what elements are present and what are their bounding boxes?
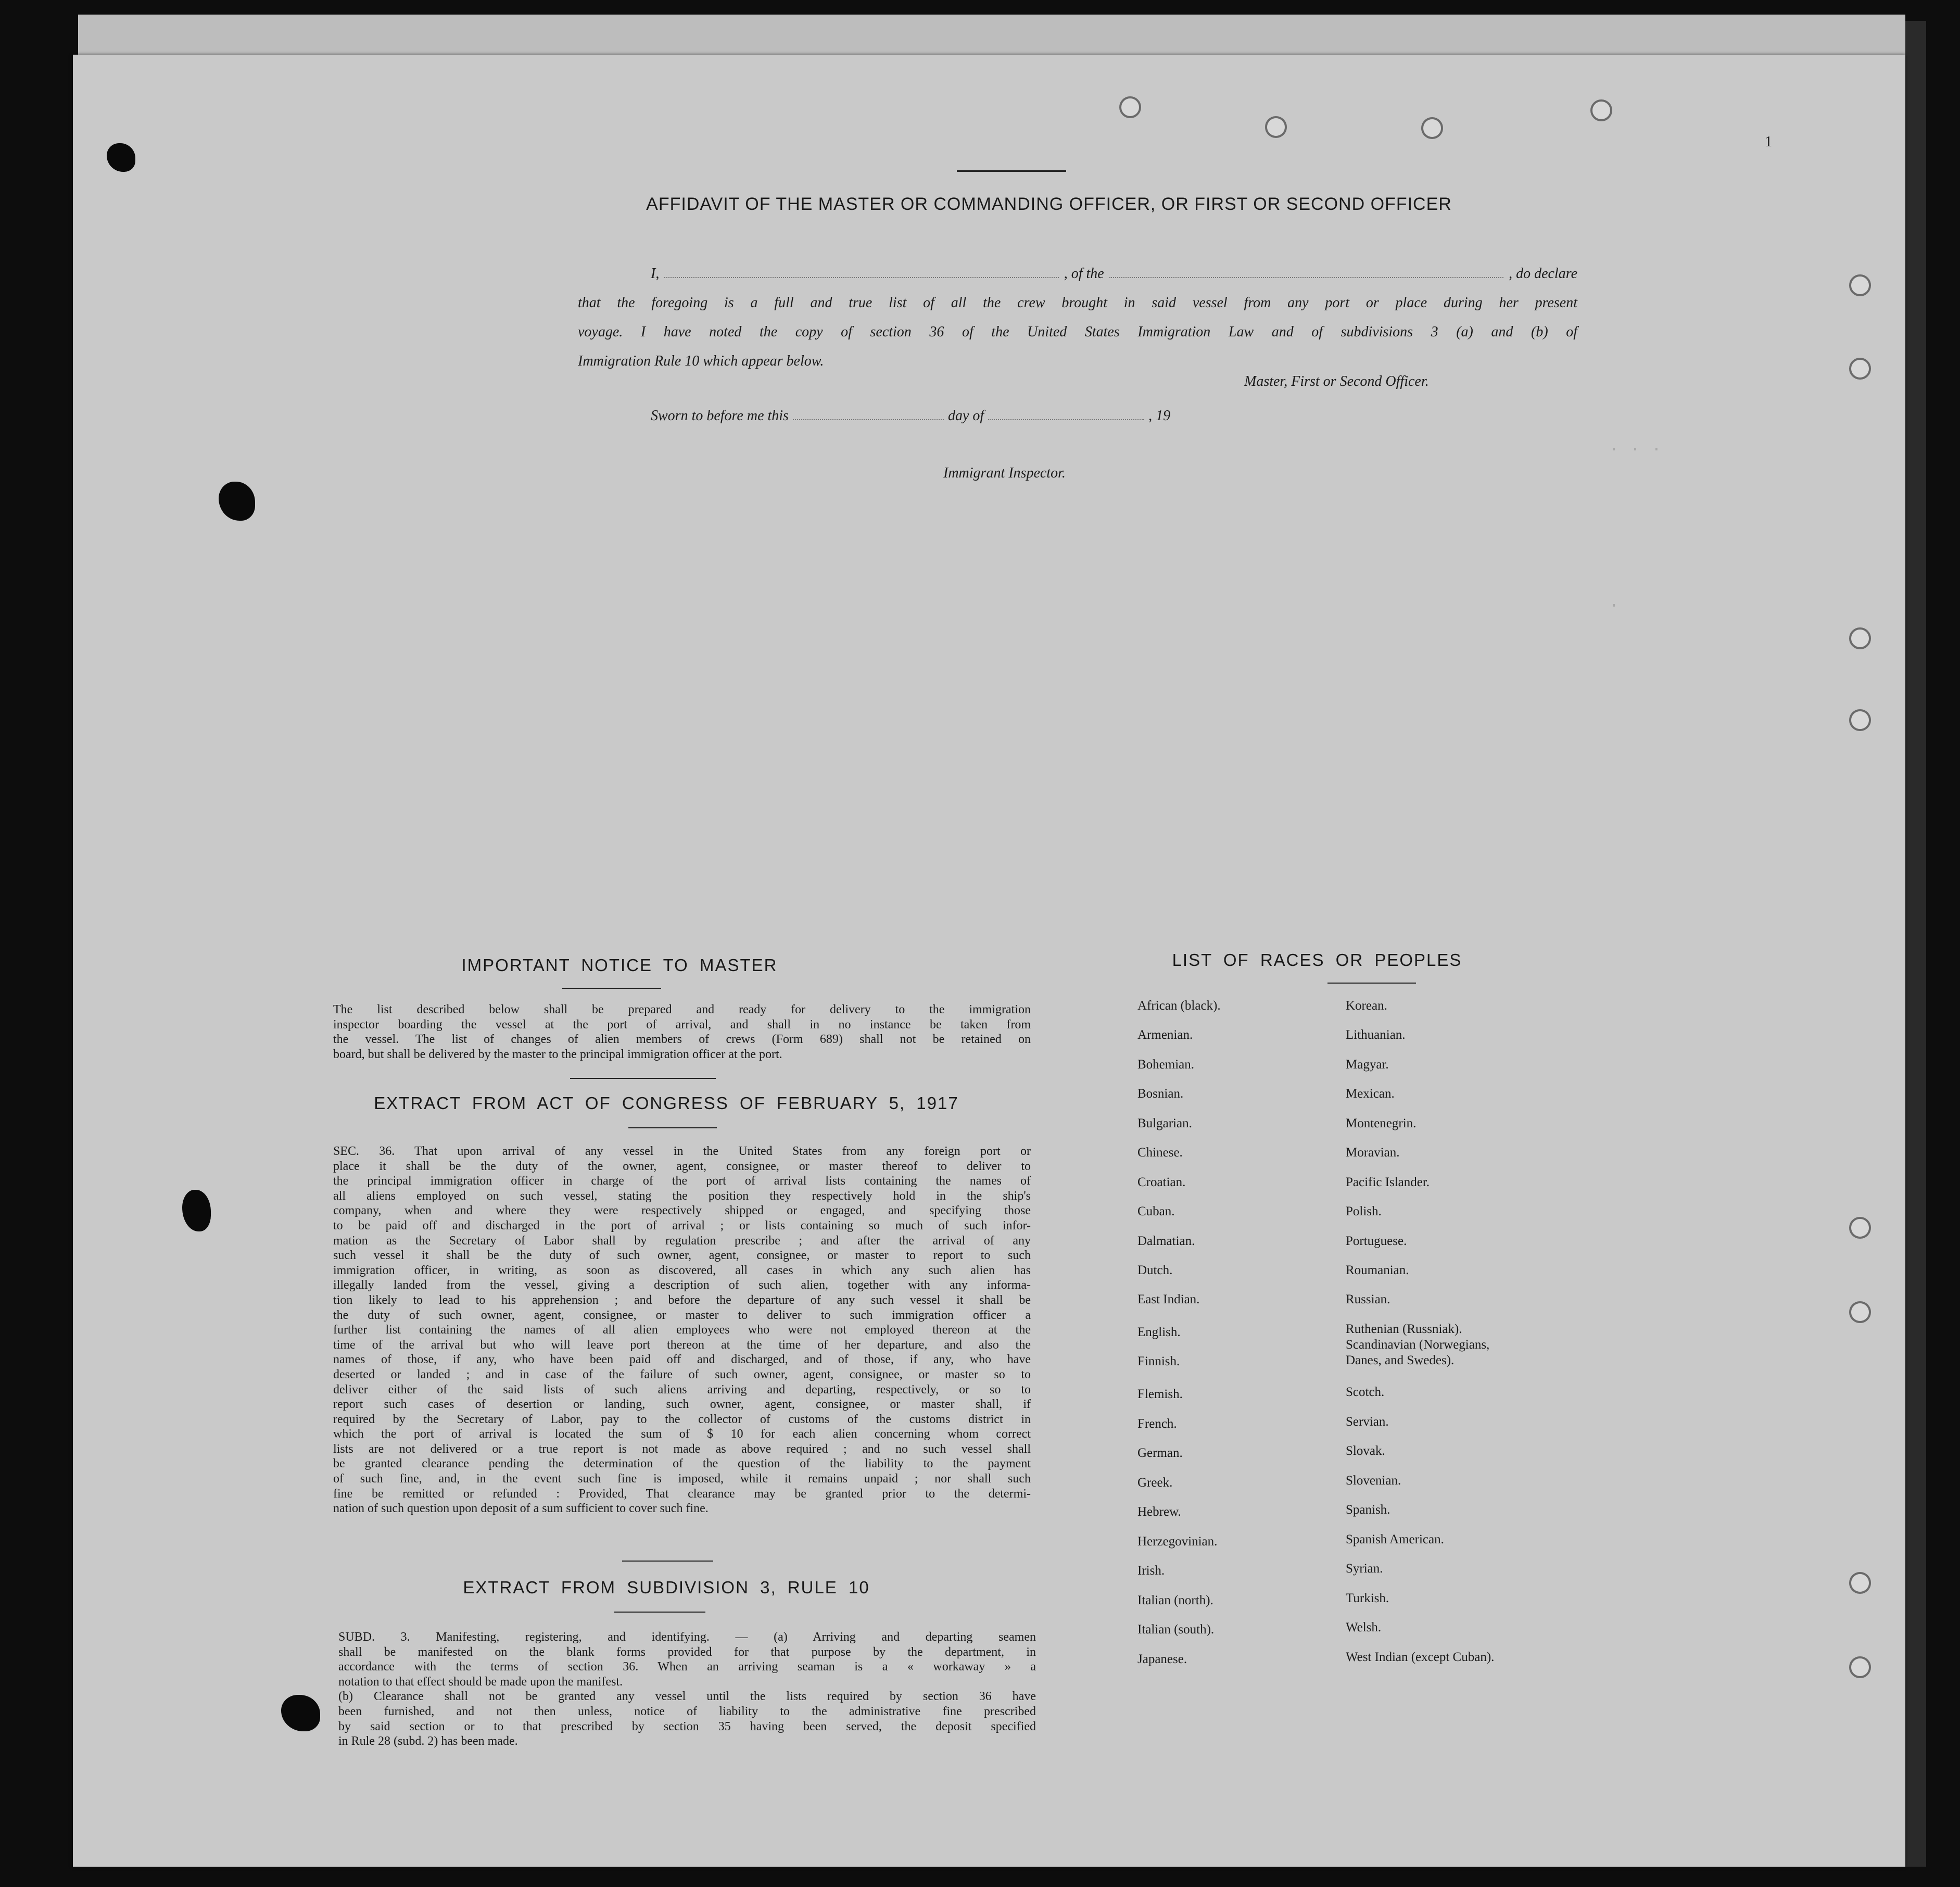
sworn-month-blank[interactable] [988,410,1144,420]
act-line: mation as the Secretary of Labor shall by regulation prescribe ; and after the arrival of any [333,1234,1031,1248]
declaration-text-2: voyage. I have noted the copy of section 36 of the United States Immigration Law and of subdivisions 3 (a) and (b) of [578,324,1577,340]
page-mark: 1 [1765,134,1772,150]
act-line: nation of such question upon deposit of a sum sufficient to cover such fine. [333,1502,709,1516]
race-item: Dalmatian. [1137,1234,1195,1248]
race-item: Cuban. [1137,1204,1175,1218]
act-line: further list containing the names of all alien employees who were not employed thereon at the [333,1323,1031,1337]
act-line: all aliens employed on such vessel, stating the position they respectively hold in the ship's [333,1189,1031,1203]
punch-hole [1590,99,1612,121]
act-line: to be paid off and discharged in the port of arrival ; or lists containing so much of such infor- [333,1218,1031,1232]
declaration-of-the: , of the [1064,266,1104,282]
master-signature-label: Master, First or Second Officer. [1244,373,1429,389]
vessel-blank[interactable] [1109,267,1503,278]
punch-hole [1849,1656,1871,1678]
races-underline [1327,983,1416,984]
notice-line: the vessel. The list of changes of alien members of crews (Form 689) shall not be retained on [333,1033,1031,1047]
race-item: Herzegovinian. [1137,1534,1218,1549]
punch-hole [1849,274,1871,296]
ink-blot [281,1695,320,1731]
rule-line: by said section or to that prescribed by section 35 having been served, the deposit specified [338,1719,1036,1733]
sworn-prefix: Sworn to before me this [651,408,789,424]
race-item: Portuguese. [1346,1234,1407,1248]
act-line: time of the arrival but who will leave port thereon at the time of her departure, and also the [333,1338,1031,1352]
act-line: the duty of such owner, agent, consignee, or master to deliver to such immigration officer a [333,1308,1031,1322]
race-item: Ruthenian (Russniak). [1346,1322,1462,1336]
race-item: Moravian. [1346,1146,1400,1160]
act-line: required by the Secretary of Labor, pay to the collector of customs of the customs district in [333,1412,1031,1426]
punch-hole [1849,709,1871,731]
race-item: Bosnian. [1137,1087,1184,1101]
race-item: African (black). [1137,999,1221,1013]
declaration-i: I, [651,266,660,282]
declaration-text-3: Immigration Rule 10 which appear below. [578,353,824,369]
sworn-day-of: day of [947,408,984,424]
rule-line: (b) Clearance shall not be granted any vessel until the lists required by section 36 have [338,1690,1036,1704]
punch-hole [1849,1301,1871,1323]
binder-edge [1905,21,1926,1867]
punch-hole [1849,1572,1871,1594]
race-item: West Indian (except Cuban). [1346,1650,1495,1664]
notice-line: board, but shall be delivered by the master to the principal immigration officer at the port. [333,1047,782,1061]
race-item: Finnish. [1137,1354,1180,1368]
race-item: Welsh. [1346,1620,1382,1634]
race-item: French. [1137,1417,1177,1431]
race-item: Chinese. [1137,1146,1183,1160]
act-line: the principal immigration officer in charge of the port of arrival lists containing the names of [333,1174,1031,1188]
race-item: Polish. [1346,1204,1382,1218]
act-line: deliver either of the said lists of such aliens arriving and departing, respectively, or so to [333,1382,1031,1397]
act-line: which the port of arrival is located the sum of $ 10 for each alien concerning whom correct [333,1427,1031,1441]
affidavit-title: AFFIDAVIT OF THE MASTER OR COMMANDING OFFICER, OR FIRST OR SECOND OFFICER [646,194,1452,214]
race-item: Montenegrin. [1346,1116,1417,1130]
act-line: fine be remitted or refunded : Provided, That clearance may be granted prior to the determi- [333,1487,1031,1501]
act-line: lists are not delivered or a true report is not made as above required ; and no such vessel shall [333,1442,1031,1456]
race-item: Japanese. [1137,1652,1187,1666]
act-line: place it shall be the duty of the owner, agent, consignee, or master thereof to deliver to [333,1159,1031,1173]
rule-line: accordance with the terms of section 36. When an arriving seaman is a « workaway » a [338,1660,1036,1674]
act-line: such vessel it shall be the duty of such owner, agent, consignee, or master to report to such [333,1249,1031,1263]
race-item: Magyar. [1346,1058,1389,1072]
act-line: company, when and where they were respectively shipped or engaged, and specifying those [333,1204,1031,1218]
race-item: Roumanian. [1346,1263,1409,1277]
name-blank[interactable] [664,267,1058,278]
declaration-text-1: that the foregoing is a full and true list of all the crew brought in said vessel from any port or place during her present [578,295,1577,311]
punch-hole [1421,117,1443,139]
punch-hole [1119,96,1141,118]
race-item: Pacific Islander. [1346,1175,1430,1189]
race-item: Scotch. [1346,1385,1385,1399]
act-line: illegally landed from the vessel, giving a description of such alien, together with any informa- [333,1278,1031,1292]
act-line: names of those, if any, who have been paid off and discharged, and of those, if any, who have [333,1353,1031,1367]
act-line: immigration officer, in writing, as soon as discovered, all cases in which any such alien has [333,1263,1031,1277]
rule-underline [614,1612,705,1613]
race-item: Spanish American. [1346,1532,1444,1546]
rule-line: in Rule 28 (subd. 2) has been made. [338,1734,518,1748]
race-item: Dutch. [1137,1263,1173,1277]
race-item: Flemish. [1137,1387,1183,1401]
race-item: Armenian. [1137,1028,1193,1042]
punch-hole [1849,1217,1871,1239]
race-item: Korean. [1346,999,1387,1013]
rule-line: notation to that effect should be made upon the manifest. [338,1675,623,1689]
rule-line: SUBD. 3. Manifesting, registering, and identifying. — (a) Arriving and departing seamen [338,1630,1036,1644]
rule-line: been furnished, and not then unless, notice of liability to the administrative fine prescribed [338,1704,1036,1718]
declaration-end: , do declare [1509,266,1577,282]
notice-underline [562,988,661,989]
race-item: Croatian. [1137,1175,1186,1189]
notice-text [333,1002,1031,1062]
title-underline [957,170,1066,172]
sworn-year: , 19 [1148,408,1171,424]
race-item: Russian. [1346,1292,1390,1306]
race-item: Italian (north). [1137,1593,1213,1607]
act-line: SEC. 36. That upon arrival of any vessel in the United States from any foreign port or [333,1144,1031,1158]
affidavit-body [578,259,1577,376]
declaration-line [578,259,1577,288]
act-title: EXTRACT FROM ACT OF CONGRESS OF FEBRUARY 5, 1917 [374,1093,959,1113]
race-item: Danes, and Swedes). [1346,1353,1455,1367]
race-item: Bulgarian. [1137,1116,1192,1130]
race-item: Hebrew. [1137,1505,1181,1519]
act-line: tion likely to lead to his apprehension ; and before the departure of any such vessel it shall be [333,1293,1031,1307]
ink-blot [107,143,135,172]
race-item: Scandinavian (Norwegians, [1346,1338,1490,1352]
race-item: Greek. [1137,1476,1173,1490]
act-line: of such fine, and, in the event such fine is imposed, while it remains unpaid ; nor shall such [333,1472,1031,1486]
act-line: be granted clearance pending the determination of the question of the liability to the payment [333,1457,1031,1471]
race-item: Servian. [1346,1415,1389,1429]
inspector-signature-label: Immigrant Inspector. [943,465,1066,481]
race-item: English. [1137,1325,1181,1339]
race-item: German. [1137,1446,1183,1460]
act-line: report such cases of desertion or landing, such owner, agent, consignee, or master shall, if [333,1398,1031,1412]
rule-line: shall be manifested on the blank forms provided for that purpose by the department, in [338,1645,1036,1659]
rule-text [338,1630,1036,1749]
act-line: deserted or landed ; and in case of the failure of such owner, agent, consignee, or master so to [333,1367,1031,1381]
punch-hole [1849,358,1871,380]
race-item: Mexican. [1346,1087,1395,1101]
race-item: Italian (south). [1137,1622,1215,1637]
manifest-page: · · · · AFFIDAVIT OF THE MASTER OR COMMANDING OFFICER, OR FIRST OR SECOND OFFICER 1 I, , of the , do declare that the foregoing is a full and true list of all the crew brought in said vessel from any port or place during her present voyage. I have noted the copy of section 36 of the United States Immigration Law and of subdivisions 3 (a) and (b) of Immigration Rule 10 which appear below. Master, First or Second Officer. Sworn to before me this day of , 19 Immigrant Inspector. IMPORTANT NOTICE TO MASTER The list described below shall be prepared and ready for delivery to the immigration inspector boarding the vessel at the port of arrival, and shall in no instance be taken from the vessel. The list of changes of alien members of crews (Form 689) shall not be retained on board, but shall be delivered by the master to the principal immigration officer at the port. EXTRACT FROM ACT OF CONGRESS OF FEBRUARY 5, 1917 SEC. 36. That upon arrival of any vessel in the United States from any foreign port or place it shall be the duty of the owner, agent, consignee, or master thereof to deliver to the principal immigration officer in charge of the port of arrival lists containing the names of all aliens employed on such vessel, stating the position they respectively hold in the ship's company, when and where they were respectively shipped or engaged, and specifying those to be paid off and discharged in the port of arrival ; or lists containing so much of such infor- mation as the Secretary of Labor shall by regulation prescribe ; and after the arrival of any such vessel it shall be the duty of such owner, agent, consignee, or master to report to such immigration officer, in writing, as soon as discovered, all cases in which any such alien has illegally landed from the vessel, giving a description of such alien, together with any informa- tion likely to lead to his apprehension ; and before the departure of any such vessel it shall be the duty of such owner, agent, consignee, or master to deliver to such immigration officer a further list containing the names of all alien employees who were not employed thereon at the time of the arrival but who will leave port thereon at the time of her departure, and also the names of those, if any, who have been paid off and discharged, and of those, if any, who have deserted or landed ; and in case of the failure of such owner, agent, consignee, or master so to deliver either of the said lists of such aliens arriving and departing, respectively, or so to report such cases of desertion or landing, such owner, agent, consignee, or master shall, if required by the Secretary of Labor, pay to the collector of customs of the customs district in which the port of arrival is located the sum of $ 10 for each alien concerning whom correct lists are not delivered or a true report is not made as above required ; and no such vessel shall be granted clearance pending the determination of the question of the liability to the payment of such fine, and, in the event such fine is imposed, while it remains unpaid ; nor shall such fine be remitted or refunded : Provided, That clearance may be granted prior to the determi- nation of such question upon deposit of a sum sufficient to cover such fine. EXTRACT FROM SUBDIVISION 3, RULE 10 SUBD. 3. Manifesting, registering, and identifying. — (a) Arriving and departing seamen shall be manifested on the blank forms provided for that purpose by the department, in accordance with the terms of section 36. When an arriving seaman is a « workaway » a notation to that effect should be made upon the manifest. (b) Clearance shall not be granted any vessel until the lists required by section 36 have been furnished, and not then unless, notice of liability to the administrative fine prescribed by said section or to that prescribed by section 35 having been served, the deposit specified in Rule 28 (subd. 2) has been made. LIST OF RACES OR PEOPLES African (black). Armenian. Bohemian. Bosnian. Bulgarian. Chinese. Croatian. Cuban. Dalmatian. Dutch. East Indian. English. Finnish. Flemish. French. German. Greek. Hebrew. Herzegovinian. Irish. Italian (north). Italian (south). Japanese. Korean. Lithuanian. Magyar. Mexican. Montenegrin. Moravian. Pacific Islander. Polish. Portuguese. Roumanian. Russian. Ruthenian (Russniak). Scandinavian (Norwegians, Danes, and Swedes). Scotch. Servian. Slovak. Slovenian. Spanish. Spanish American. Syrian. Turkish. Welsh. West Indian (except Cuban). [73,55,1905,1867]
act-underline [628,1127,717,1128]
race-item: Spanish. [1346,1503,1390,1517]
ink-blot [219,482,255,521]
race-item: Lithuanian. [1346,1028,1406,1042]
notice-line: inspector boarding the vessel at the port of arrival, and shall in no instance be taken from [333,1017,1031,1031]
punch-hole [1849,627,1871,649]
sworn-date-blank[interactable] [793,410,944,420]
ink-blot [182,1190,211,1231]
race-item: Syrian. [1346,1562,1383,1576]
divider [570,1078,716,1079]
race-item: East Indian. [1137,1292,1200,1306]
race-item: Slovenian. [1346,1474,1401,1488]
sworn-line [651,408,1170,424]
divider [622,1561,713,1562]
rule-title: EXTRACT FROM SUBDIVISION 3, RULE 10 [463,1578,870,1597]
race-item: Turkish. [1346,1591,1389,1605]
notice-line: The list described below shall be prepared and ready for delivery to the immigration [333,1003,1031,1016]
act-text [333,1144,1031,1516]
race-item: Irish. [1137,1564,1165,1578]
race-item: Slovak. [1346,1444,1385,1458]
race-item: Bohemian. [1137,1058,1195,1072]
notice-title: IMPORTANT NOTICE TO MASTER [461,955,778,975]
punch-hole [1265,116,1287,138]
races-title: LIST OF RACES OR PEOPLES [1172,950,1462,970]
